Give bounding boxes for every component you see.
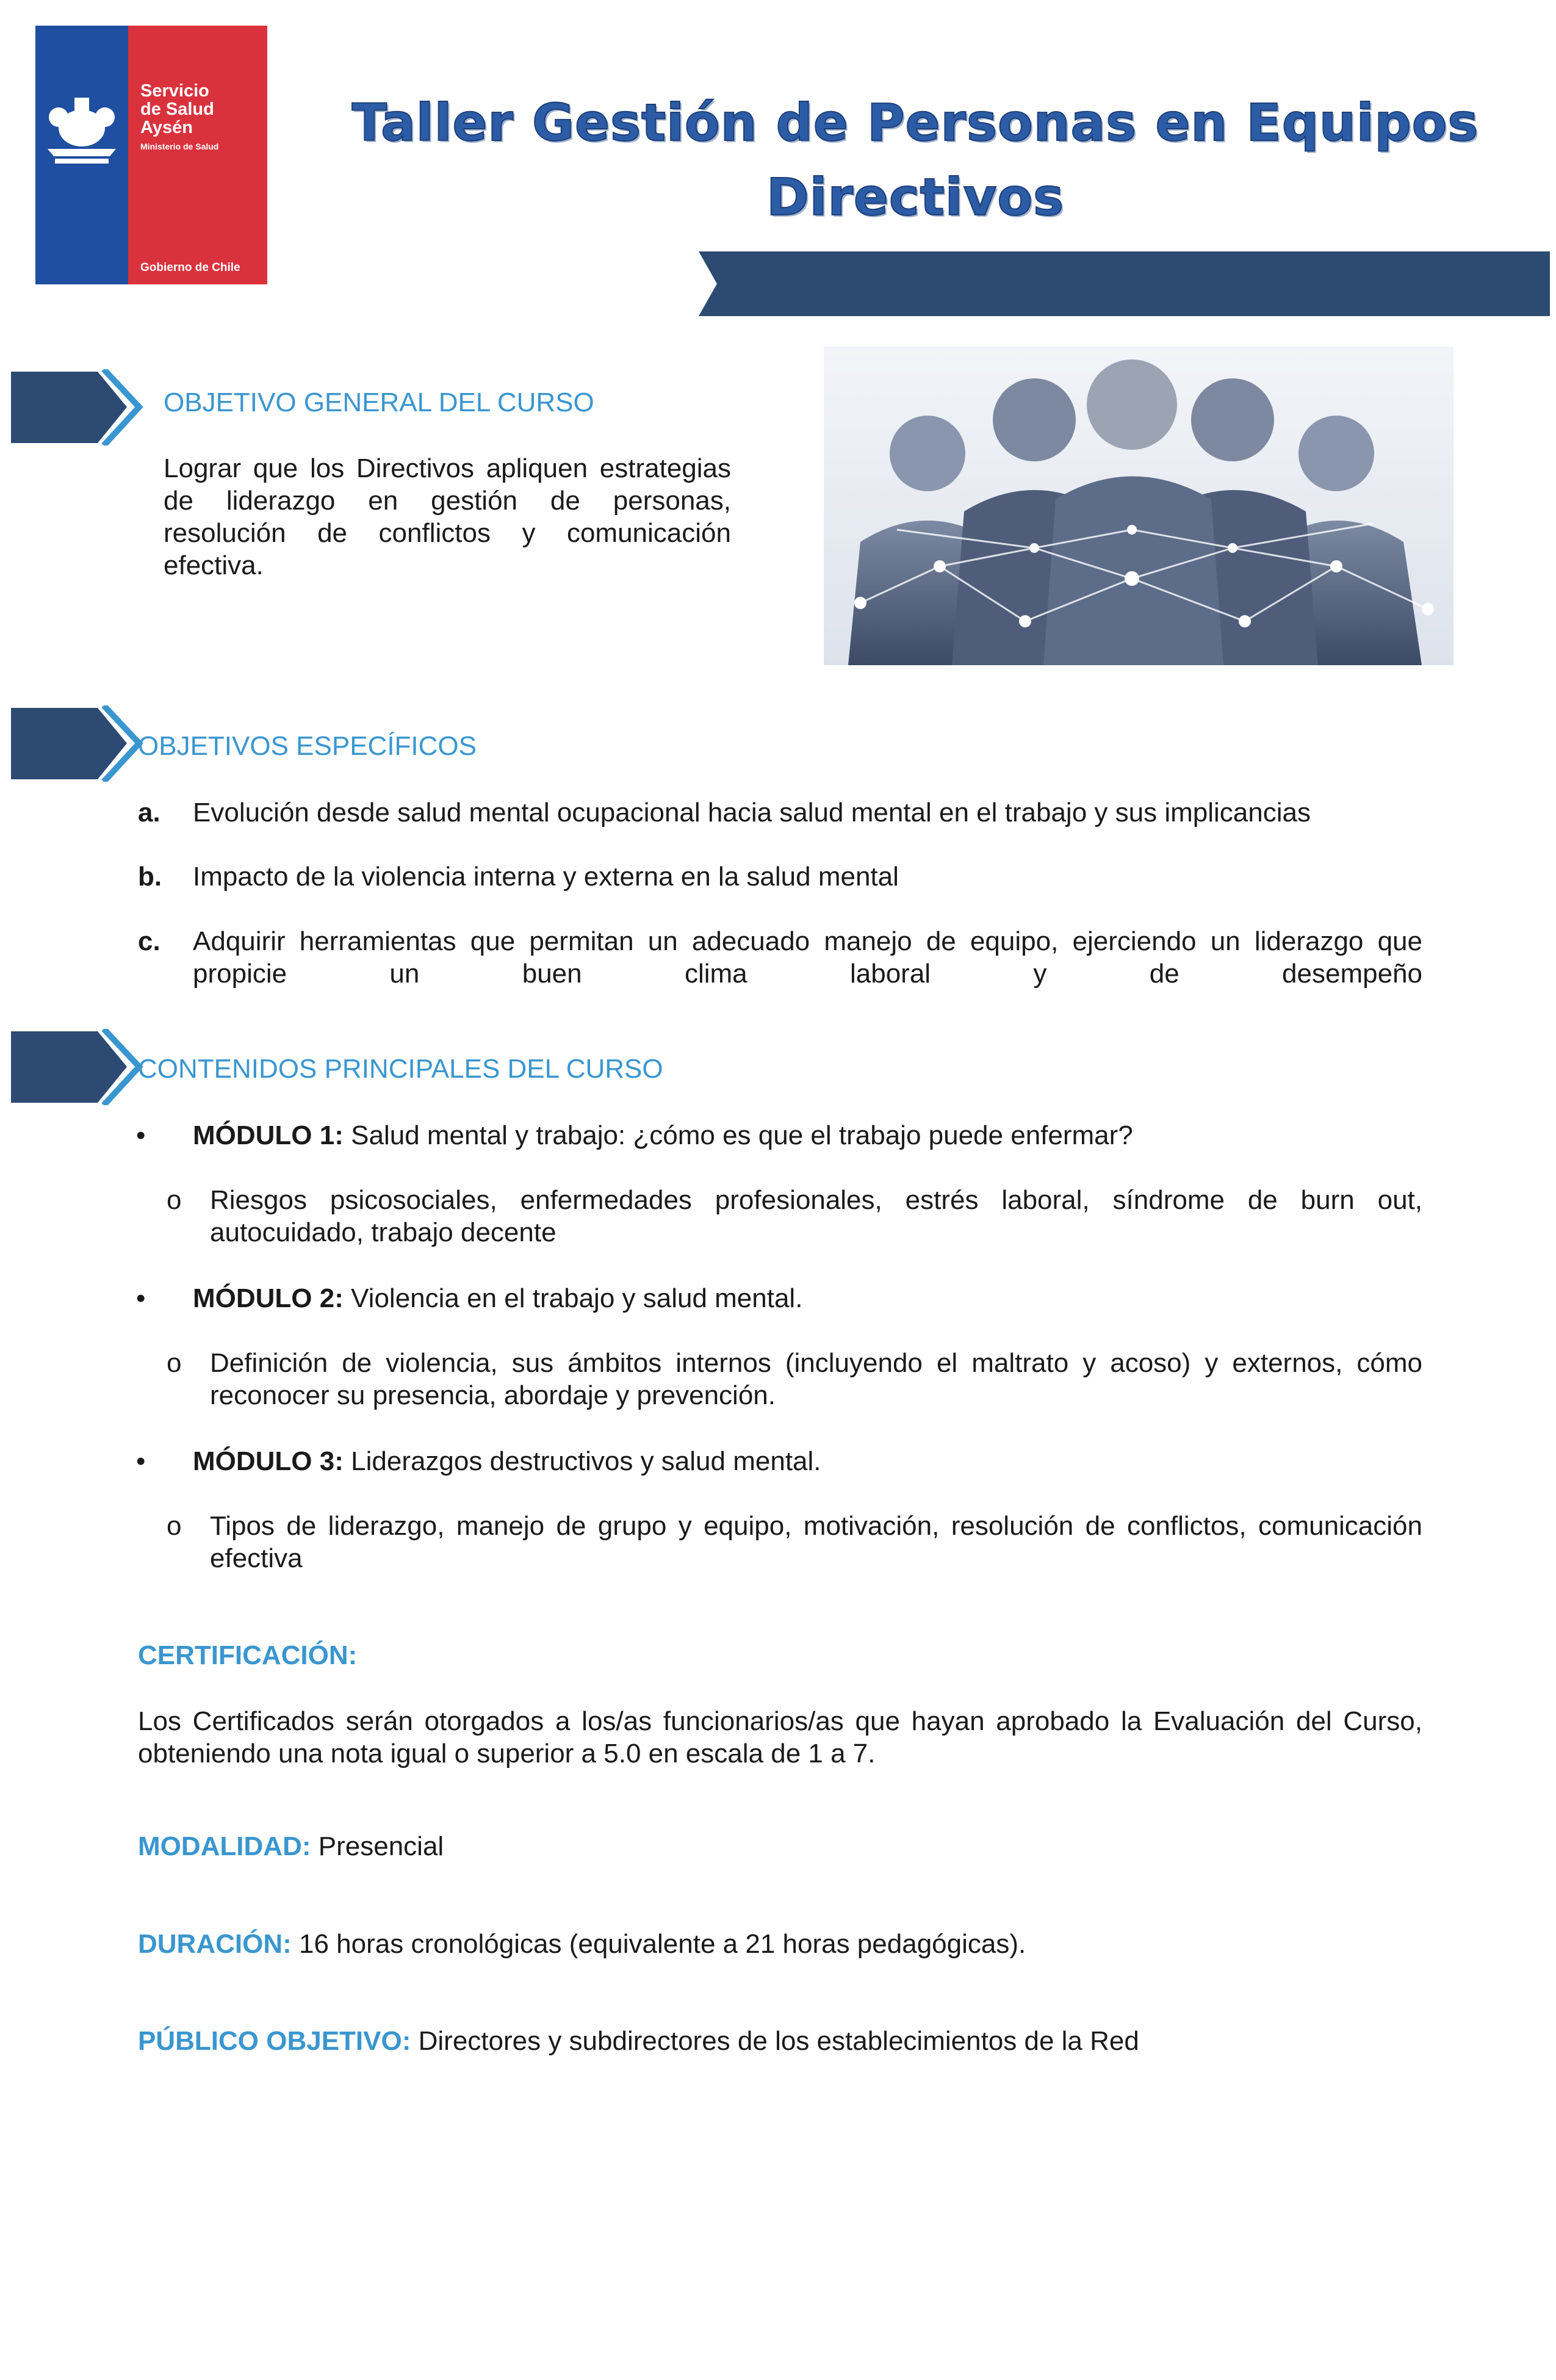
bullet-marker: • <box>136 1120 146 1150</box>
duracion-label: DURACIÓN: <box>138 1929 292 1959</box>
section-chevron-objetivos-especificos <box>11 705 145 782</box>
list-marker: c. <box>138 926 160 956</box>
modalidad-line <box>138 1830 444 1863</box>
module-label: MÓDULO 1: <box>193 1120 344 1150</box>
duracion-value: 16 horas cronológicas (equivalente a 21 horas pedagógicas). <box>299 1929 1026 1959</box>
module-title: Liderazgos destructivos y salud mental. <box>351 1446 821 1476</box>
module-detail-text: Definición de violencia, sus ámbitos internos (incluyendo el maltrato y acoso) y externos, cómo reconocer su presencia, abordaje y prevención. <box>210 1348 1422 1410</box>
logo-line-3: Aysén <box>140 118 193 137</box>
page-title-line-2: Directivos <box>766 167 1065 227</box>
page-title-line-1: Taller Gestión de Personas en Equipos <box>351 93 1479 153</box>
modalidad-label: MODALIDAD: <box>138 1831 311 1861</box>
duracion-line <box>138 1928 1026 1960</box>
certificacion-heading: CERTIFICACIÓN: <box>138 1640 358 1670</box>
list-item-text: Adquirir herramientas que permitan un adecuado manejo de equipo, ejerciendo un liderazgo que propicie un buen clima laboral y de desempeño <box>193 926 1422 989</box>
section-chevron-objetivo-general <box>11 369 145 445</box>
servicio-salud-aysen-logo <box>35 26 267 284</box>
logo-line-2: de Salud <box>140 99 214 119</box>
modalidad-value: Presencial <box>318 1831 444 1861</box>
module-detail <box>138 1510 1422 1574</box>
logo-line-1: Servicio <box>140 81 209 101</box>
list-marker: b. <box>138 862 162 892</box>
list-item-text: Impacto de la violencia interna y externa en la salud mental <box>193 862 899 892</box>
page-title <box>342 85 1489 234</box>
list-item <box>138 796 1422 829</box>
contenidos-heading: CONTENIDOS PRINCIPALES DEL CURSO <box>138 1054 663 1084</box>
publico-objetivo-line <box>138 2025 1139 2057</box>
coat-of-arms-icon <box>35 81 128 203</box>
list-item <box>138 925 1422 990</box>
objetivo-general-heading: OBJETIVO GENERAL DEL CURSO <box>164 388 594 417</box>
certificacion-text: Los Certificados serán otorgados a los/as funcionarios/as que hayan aprobado la Evaluación del Curso, obteniendo una nota igual o superior a 5.0 en escala de 1 a 7. <box>138 1706 1422 1769</box>
publico-objetivo-value: Directores y subdirectores de los establecimientos de la Red <box>418 2026 1139 2056</box>
list-item-text: Evolución desde salud mental ocupacional hacia salud mental en el trabajo y sus implicancias <box>193 798 1311 828</box>
header-band-decoration <box>699 251 1550 316</box>
module-detail <box>138 1184 1422 1249</box>
logo-service-name <box>140 82 214 137</box>
sub-bullet-marker: o <box>167 1185 182 1215</box>
publico-objetivo-label: PÚBLICO OBJETIVO: <box>138 2026 411 2056</box>
module-title: Salud mental y trabajo: ¿cómo es que el trabajo puede enfermar? <box>351 1120 1133 1150</box>
bullet-marker: • <box>136 1446 146 1476</box>
module-label: MÓDULO 3: <box>193 1446 344 1476</box>
module-detail <box>138 1347 1422 1412</box>
logo-red-panel <box>128 26 267 284</box>
sub-bullet-marker: o <box>167 1511 182 1541</box>
objetivos-especificos-heading: OBJETIVOS ESPECÍFICOS <box>138 731 477 761</box>
section-chevron-contenidos <box>11 1029 145 1105</box>
list-item <box>138 860 1422 893</box>
list-marker: a. <box>138 798 160 828</box>
bullet-marker: • <box>136 1283 146 1313</box>
module-label: MÓDULO 2: <box>193 1283 344 1313</box>
module-item <box>138 1282 1422 1314</box>
module-detail-text: Riesgos psicosociales, enfermedades profesionales, estrés laboral, síndrome de burn out, autocuidado, trabajo decente <box>210 1185 1422 1247</box>
module-item <box>138 1119 1422 1152</box>
module-detail-text: Tipos de liderazgo, manejo de grupo y equipo, motivación, resolución de conflictos, comunicación efectiva <box>210 1511 1422 1573</box>
team-network-photo <box>824 347 1453 665</box>
objetivo-general-text: Lograr que los Directivos apliquen estrategias de liderazgo en gestión de personas, resolución de conflictos y comunicación efectiva. <box>164 453 731 580</box>
logo-blue-panel <box>35 26 128 284</box>
sub-bullet-marker: o <box>167 1348 182 1378</box>
logo-government: Gobierno de Chile <box>140 261 240 274</box>
module-title: Violencia en el trabajo y salud mental. <box>351 1283 803 1313</box>
module-item <box>138 1445 1422 1477</box>
logo-ministry: Ministerio de Salud <box>140 142 219 151</box>
